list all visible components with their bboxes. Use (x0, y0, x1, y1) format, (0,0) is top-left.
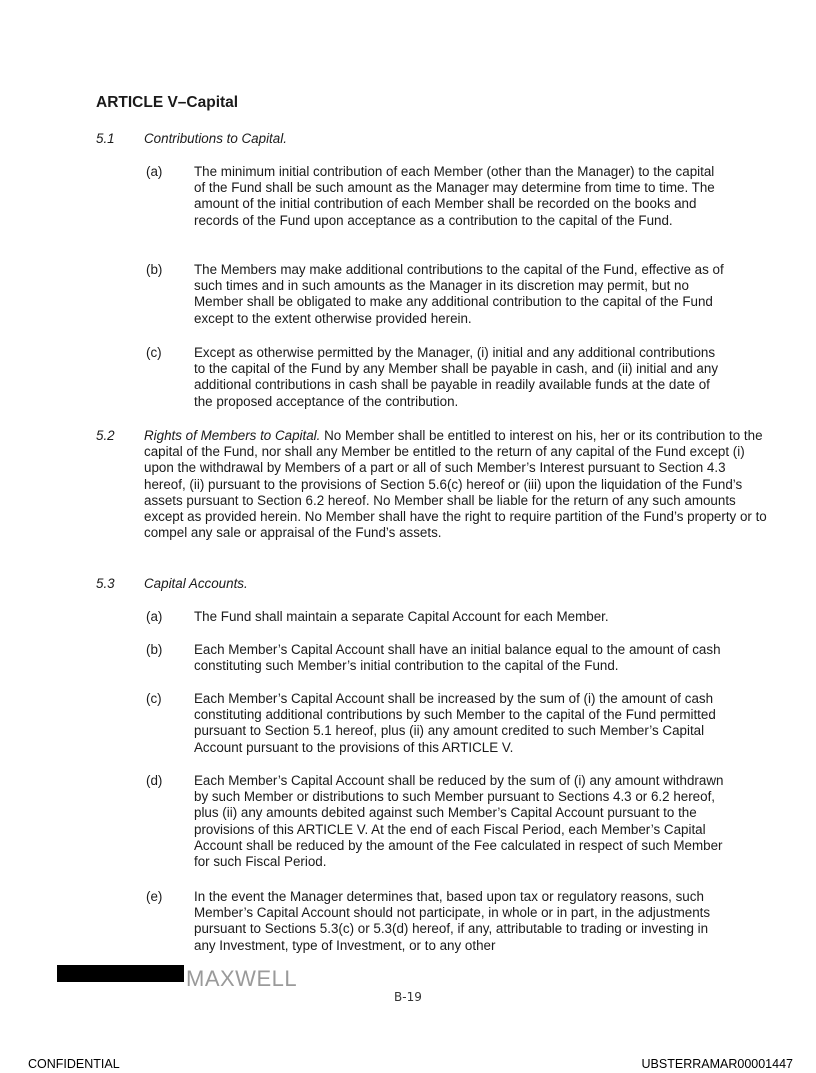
article-title: ARTICLE V–Capital (96, 94, 239, 111)
paragraph-label: (a) (146, 609, 163, 624)
section-heading: Capital Accounts. (144, 576, 248, 591)
paragraph-label: (c) (146, 345, 162, 360)
paragraph-text: In the event the Manager determines that, based upon tax or regulatory reasons, such Member’s Capital Account should not participate, in whole or in part, in the adjustments pursuant to Sections 5.3(c) or 5.3(d) hereof, if any, attributable to trading or investing in any Investment, type of Investment, or to any other (194, 889, 711, 953)
section-text: No Member shall be entitled to interest on his, her or its contribution to the capital of the Fund, nor shall any Member be entitled to the return of any capital of the Fund except (i) upon the withdrawal by Members of a part or all of such Member’s Interest pursuant to Section 4.3 hereof, (ii) pursuant to the provisions of Section 5.6(c) hereof or (iii) upon the liquidation of the Fund’s assets pursuant to Section 6.2 hereof. No Member shall be liable for the return of any such amounts except as provided herein. No Member shall have the right to require partition of the Fund’s property or to compel any sale or appraisal of the Fund’s assets. (144, 428, 767, 541)
paragraph-text: The Members may make additional contributions to the capital of the Fund, effective as of such times and in such amounts as the Manager in its discretion may permit, but no Member shall be obligated to make any additional contribution to the capital of the Fund except to the extent otherwise provided herein. (194, 262, 724, 326)
paragraph-label: (a) (146, 164, 163, 179)
stamp-text: MAXWELL (186, 966, 298, 991)
paragraph-label: (e) (146, 889, 163, 904)
paragraph-label: (d) (146, 773, 163, 788)
paragraph-text: Each Member’s Capital Account shall be reduced by the sum of (i) any amount withdrawn by such Member or distributions to such Member pursuant to Sections 4.3 or 6.2 hereof, plus (ii) any amounts debited against such Member’s Capital Account pursuant to the provisions of this ARTICLE V. At the end of each Fiscal Period, each Member’s Capital Account shall be reduced by the amount of the Fee calculated in respect of such Member for such Fiscal Period. (194, 773, 724, 870)
section-heading: Rights of Members to Capital. (144, 428, 321, 443)
section-body (144, 428, 768, 541)
paragraph-label: (b) (146, 642, 163, 657)
section-number: 5.3 (96, 576, 115, 591)
section-number: 5.1 (96, 131, 115, 146)
redaction-block (57, 965, 184, 982)
paragraph-label: (c) (146, 691, 162, 706)
paragraph-text: The minimum initial contribution of each Member (other than the Manager) to the capital of the Fund shall be such amount as the Manager may determine from time to time. The amount of the initial contribution of each Member shall be recorded on the books and records of the Fund upon acceptance as a contribution to the capital of the Fund. (194, 164, 715, 228)
confidential-label: CONFIDENTIAL (28, 1057, 120, 1071)
section-heading: Contributions to Capital. (144, 131, 287, 146)
paragraph-text: The Fund shall maintain a separate Capital Account for each Member. (194, 609, 609, 624)
bates-number: UBSTERRAMAR00001447 (641, 1057, 793, 1071)
page-number: B-19 (394, 990, 422, 1004)
paragraph-text: Each Member’s Capital Account shall have an initial balance equal to the amount of cash constituting such Member’s initial contribution to the capital of the Fund. (194, 642, 721, 674)
section-number: 5.2 (96, 428, 115, 443)
paragraph-label: (b) (146, 262, 163, 277)
paragraph-text: Each Member’s Capital Account shall be increased by the sum of (i) the amount of cash constituting additional contributions by such Member to the capital of the Fund permitted pursuant to Section 5.1 hereof, plus (ii) any amount credited to such Member’s Capital Account pursuant to the provisions of this ARTICLE V. (194, 691, 716, 755)
paragraph-text: Except as otherwise permitted by the Manager, (i) initial and any additional contributions to the capital of the Fund by any Member shall be payable in cash, and (ii) initial and any additional contributions in cash shall be payable in readily available funds at the date of the proposed acceptance of the contribution. (194, 345, 719, 409)
